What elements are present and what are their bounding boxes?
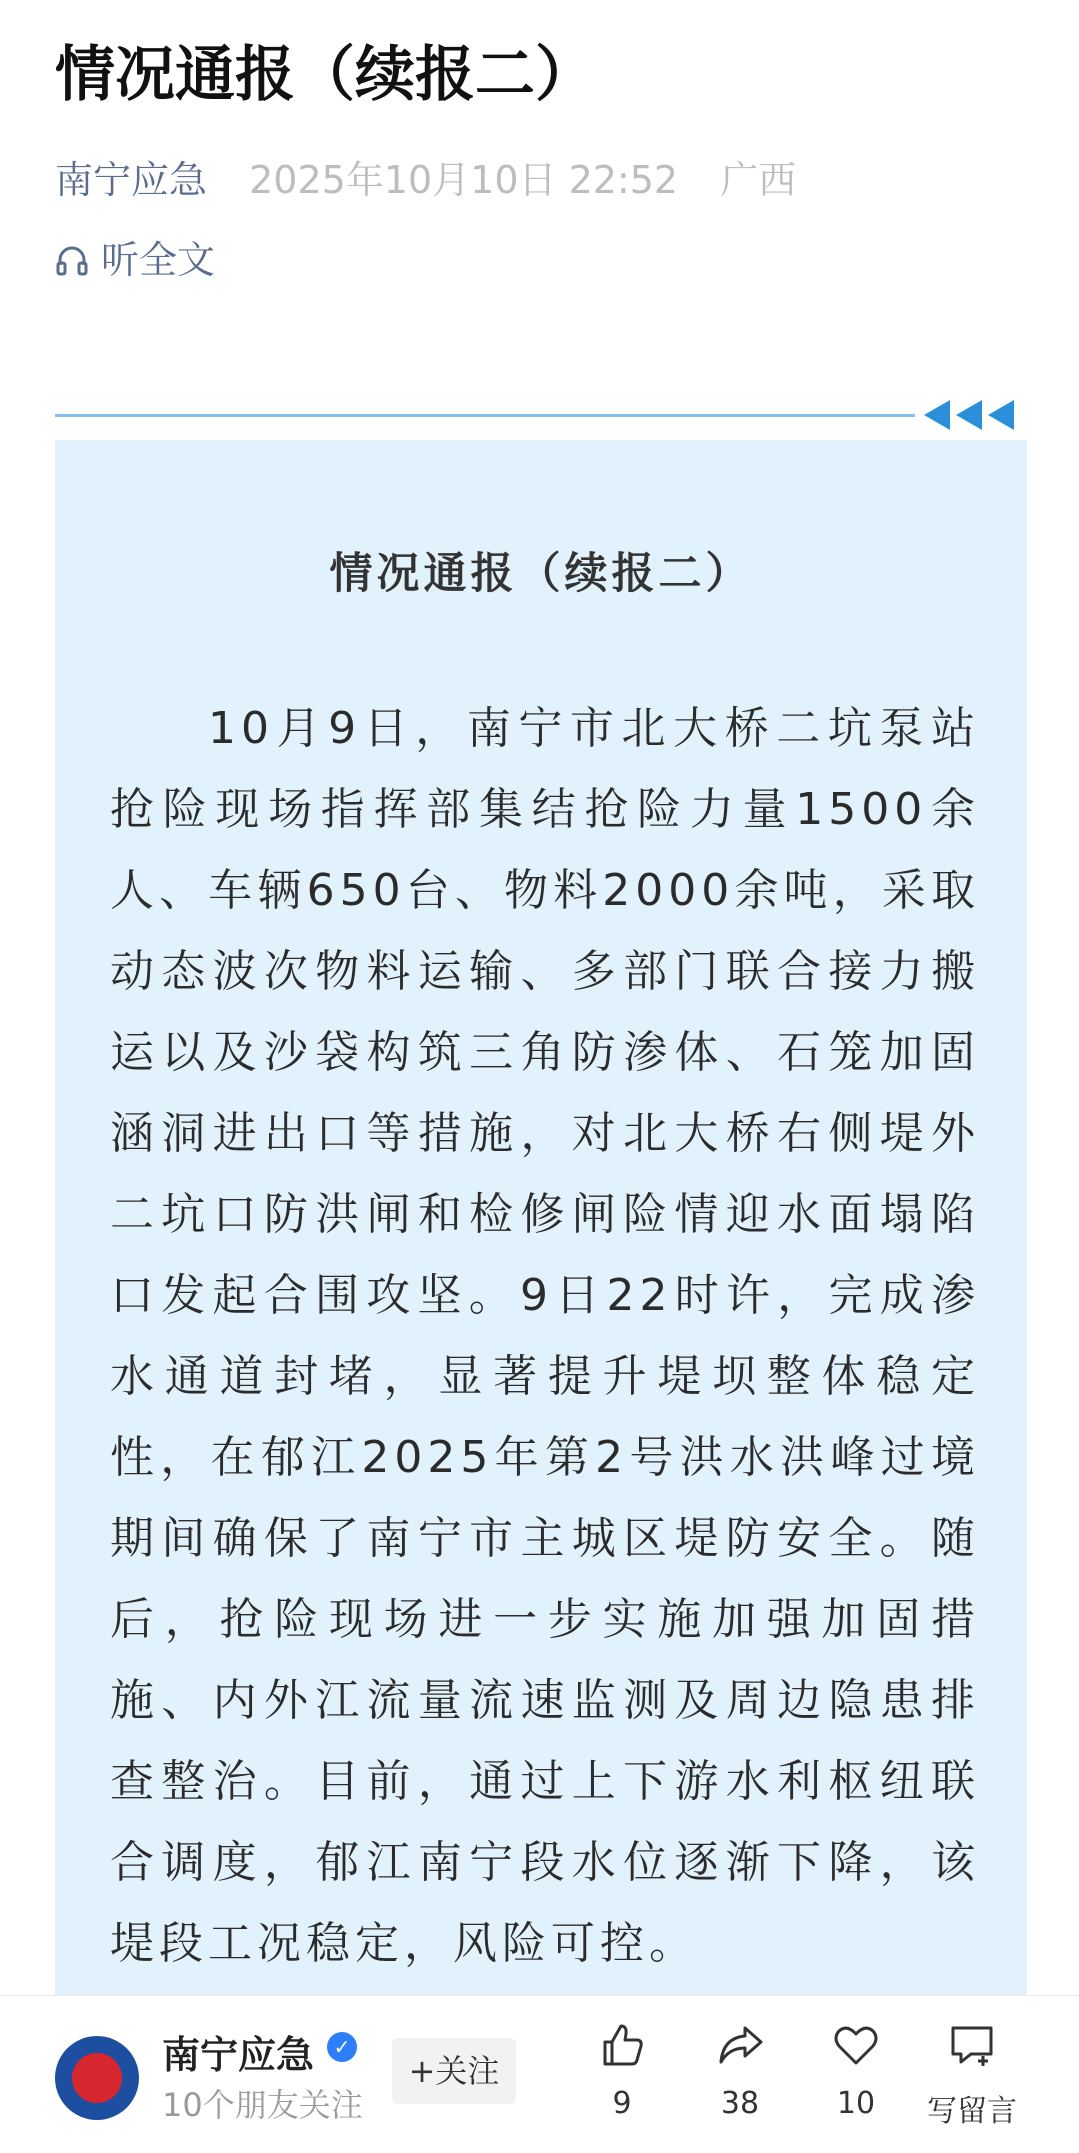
bottom-bar xyxy=(0,1995,1079,2153)
article-title: 情况通报（续报二） xyxy=(55,40,595,110)
account-link[interactable]: 南宁应急 xyxy=(55,158,208,202)
verified-icon: ✓ xyxy=(327,2032,357,2062)
publish-date: 2025年10月10日 22:52 xyxy=(249,158,679,202)
account-avatar[interactable] xyxy=(55,2036,139,2120)
emergency-logo-icon xyxy=(72,2053,122,2103)
like-count: 9 xyxy=(612,2086,632,2121)
arrow-left-icon xyxy=(956,400,982,430)
report-card xyxy=(55,440,1027,2000)
favorite-count: 10 xyxy=(836,2086,876,2121)
comment-label: 写留言 xyxy=(927,2094,1017,2129)
publish-location: 广西 xyxy=(720,158,797,202)
decorative-divider xyxy=(55,414,915,417)
follow-button[interactable]: +关注 xyxy=(392,2038,516,2104)
triple-arrow-decoration xyxy=(924,400,1014,430)
heart-icon xyxy=(831,2020,881,2070)
favorite-button[interactable] xyxy=(796,2020,916,2121)
bottom-account-name[interactable]: 南宁应急 xyxy=(162,2033,315,2077)
article-meta xyxy=(55,158,796,202)
listen-label: 听全文 xyxy=(101,238,216,282)
comment-button[interactable] xyxy=(912,2020,1032,2130)
arrow-left-icon xyxy=(988,400,1014,430)
share-button[interactable] xyxy=(680,2020,800,2121)
like-button[interactable] xyxy=(562,2020,682,2121)
card-title: 情况通报（续报二） xyxy=(329,549,753,599)
thumbs-up-icon xyxy=(597,2020,647,2070)
comment-icon xyxy=(947,2020,997,2070)
followers-text: 10个朋友关注 xyxy=(162,2086,363,2124)
headphones-icon xyxy=(55,243,89,277)
arrow-left-icon xyxy=(924,400,950,430)
listen-button[interactable] xyxy=(55,238,215,282)
card-body: 10月9日，南宁市北大桥二坑泵站抢险现场指挥部集结抢险力量1500余人、车辆650台、物料2000余吨，采取动态波次物料运输、多部门联合接力搬运以及沙袋构筑三角防渗体、石笼加固涵洞进出口等措施，对北大桥右侧堤外二坑口防洪闸和检修闸险情迎水面塌陷口发起合围攻坚。9日22时许，完成渗水通道封堵，显著提升堤坝整体稳定性，在郁江2025年第2号洪水洪峰过境期间确保了南宁市主城区堤防安全。随后，抢险现场进一步实施加强加固措施、内外江流量流速监测及周边隐患排查整治。目前，通过上下游水利枢纽联合调度，郁江南宁段水位逐渐下降，该堤段工况稳定，风险可控。 xyxy=(110,703,980,1969)
share-arrow-icon xyxy=(715,2020,765,2070)
share-count: 38 xyxy=(720,2086,760,2121)
